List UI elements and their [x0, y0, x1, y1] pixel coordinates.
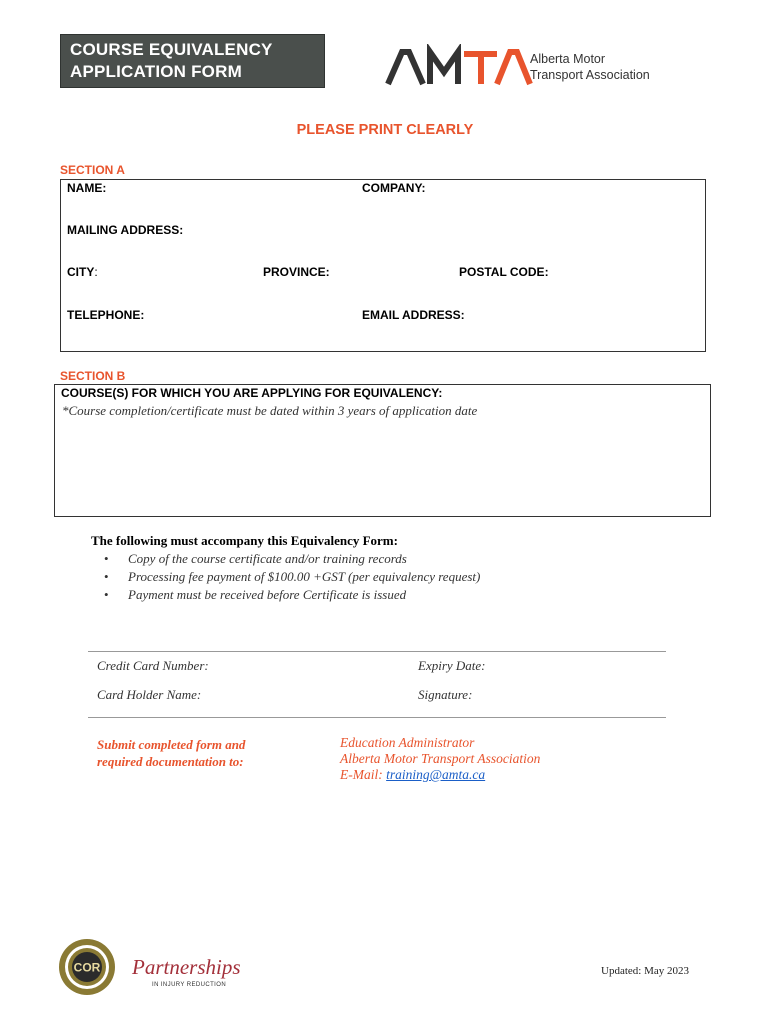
mailing-address-field[interactable]	[67, 223, 183, 237]
email-field[interactable]: EMAIL ADDRESS:	[362, 308, 465, 322]
city-colon: :	[94, 265, 98, 279]
signature-field[interactable]: Signature:	[418, 687, 473, 702]
credit-card-number-field[interactable]: Credit Card Number:	[97, 658, 209, 673]
telephone-field[interactable]: TELEPHONE:	[67, 308, 145, 322]
section-a-label: SECTION A	[60, 163, 125, 177]
section-a-box	[60, 179, 706, 352]
email-link[interactable]: training@amta.ca	[386, 767, 486, 782]
requirements-heading: The following must accompany this Equivalency Form:	[91, 533, 398, 548]
card-holder-name-field[interactable]: Card Holder Name:	[97, 687, 202, 702]
contact-title: Education Administrator	[340, 735, 475, 750]
section-b-label: SECTION B	[60, 369, 126, 383]
city-field[interactable]	[67, 265, 98, 279]
cor-seal-text: COR	[73, 960, 101, 975]
partnerships-logo-text: Partnerships	[132, 955, 241, 979]
requirement-item: • Copy of the course certificate and/or training records	[104, 550, 480, 568]
form-title-line2: APPLICATION FORM	[70, 62, 242, 81]
courses-note: *Course completion/certificate must be dated within 3 years of application date	[62, 403, 478, 418]
cor-seal-logo	[58, 938, 116, 996]
updated-date: Updated: May 2023	[601, 965, 689, 977]
logo-org-name	[530, 51, 650, 83]
city-label: CITY	[67, 265, 95, 279]
requirement-item: • Processing fee payment of $100.00 +GST (per equivalency request)	[104, 568, 480, 586]
contact-email-line	[340, 767, 540, 783]
courses-heading: COURSE(S) FOR WHICH YOU ARE APPLYING FOR EQUIVALENCY:	[61, 386, 443, 400]
contact-org: Alberta Motor Transport Association	[340, 751, 541, 766]
partnerships-logo	[130, 950, 250, 990]
form-title	[60, 34, 325, 88]
submit-line2: required documentation to:	[97, 754, 244, 769]
logo-org-line1: Alberta Motor	[530, 52, 606, 66]
logo-org-line2: Transport Association	[530, 68, 650, 82]
payment-top-rule	[88, 651, 666, 652]
contact-block	[340, 735, 540, 783]
company-field[interactable]: COMPANY:	[362, 181, 426, 195]
postal-code-field[interactable]: POSTAL CODE:	[459, 265, 549, 279]
requirement-item: • Payment must be received before Certificate is issued	[104, 586, 480, 604]
payment-bottom-rule	[88, 717, 666, 718]
print-clearly-instruction: PLEASE PRINT CLEARLY	[296, 122, 474, 138]
requirements-list	[104, 550, 480, 604]
province-field[interactable]: PROVINCE:	[263, 265, 330, 279]
form-title-line1: COURSE EQUIVALENCY	[70, 40, 273, 59]
email-label: E-Mail:	[340, 767, 387, 782]
submit-instruction	[97, 736, 245, 770]
name-field[interactable]: NAME:	[67, 181, 107, 195]
mailing-address-label: MAILING ADDRESS:	[67, 223, 184, 237]
submit-line1: Submit completed form and	[97, 737, 246, 752]
partnerships-logo-subtext: IN INJURY REDUCTION	[152, 982, 227, 988]
expiry-date-field[interactable]: Expiry Date:	[418, 658, 486, 673]
